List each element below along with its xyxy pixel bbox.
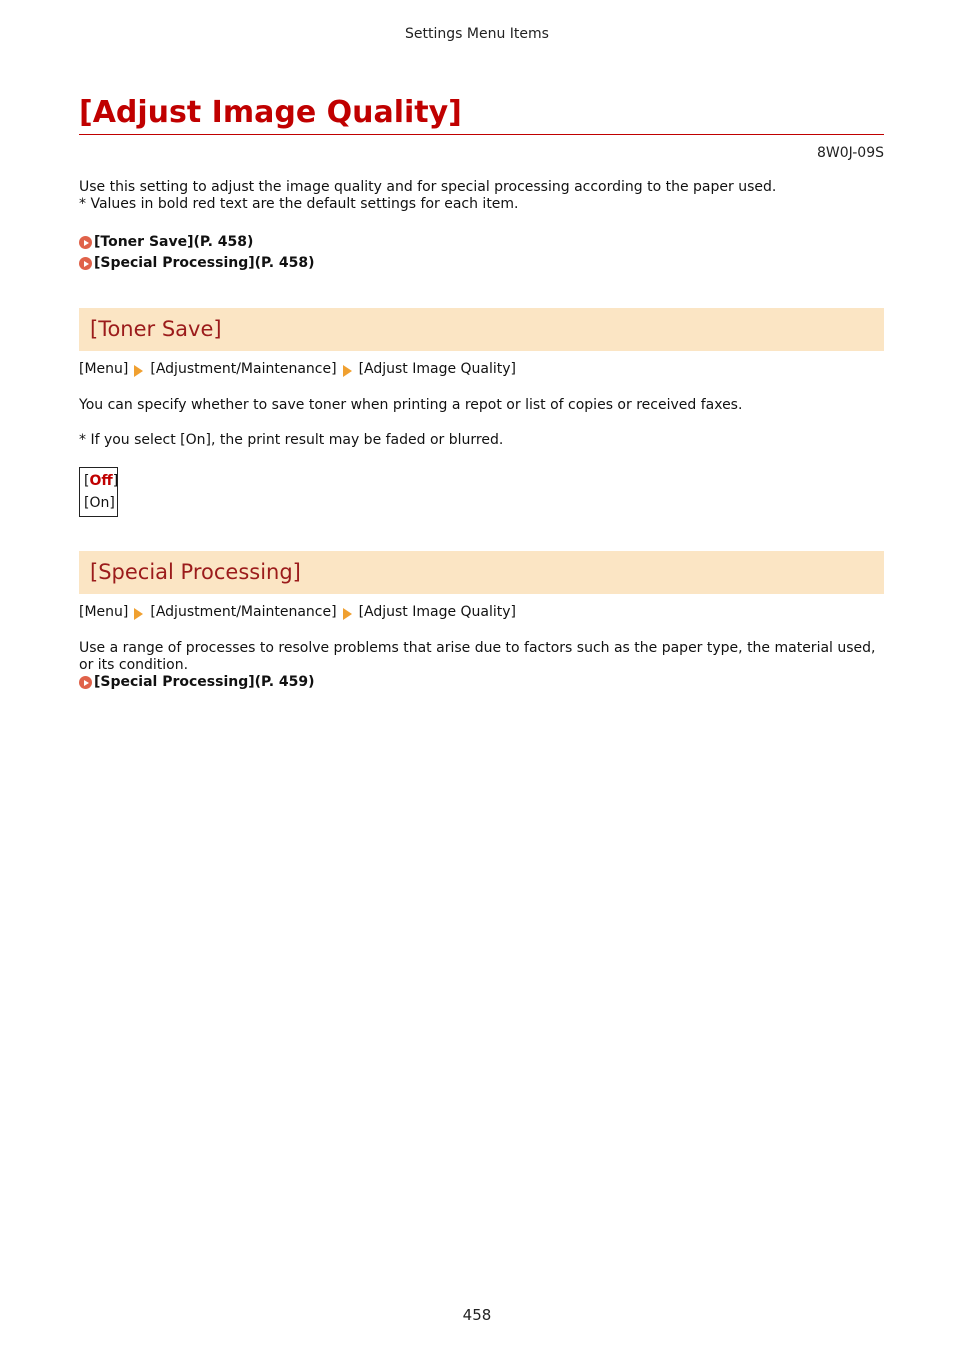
- breadcrumb: [79, 604, 516, 621]
- breadcrumb-arrow-icon: [134, 608, 143, 620]
- default-note: * Values in bold red text are the default settings for each item.: [79, 196, 519, 212]
- document-id: 8W0J-09S: [816, 145, 884, 161]
- breadcrumb-arrow-icon: [343, 365, 352, 377]
- toc-link-toner-save[interactable]: [79, 234, 253, 251]
- toc-link-label: [Toner Save](P. 458): [94, 234, 254, 250]
- page-title: [Adjust Image Quality]: [79, 95, 462, 130]
- section-header-special-processing: [79, 551, 884, 594]
- breadcrumb: [79, 361, 516, 378]
- page-number: 458: [462, 1306, 492, 1324]
- link-special-processing[interactable]: [79, 674, 315, 691]
- breadcrumb-arrow-icon: [343, 608, 352, 620]
- page-title-block: [79, 94, 884, 135]
- breadcrumb-item: [Adjustment/Maintenance]: [150, 604, 337, 620]
- breadcrumb-item: [Menu]: [79, 361, 129, 377]
- section-note: * If you select [On], the print result may be faded or blurred.: [79, 432, 504, 448]
- default-value: Off: [89, 473, 113, 489]
- section-heading: [Special Processing]: [90, 560, 301, 584]
- link-arrow-icon: [79, 236, 92, 249]
- link-label: [Special Processing](P. 459): [94, 674, 315, 690]
- option-on: [On]: [84, 495, 115, 511]
- link-arrow-icon: [79, 257, 92, 270]
- toc-link-label: [Special Processing](P. 458): [94, 255, 315, 271]
- breadcrumb-item: [Menu]: [79, 604, 129, 620]
- section-description: Use a range of processes to resolve problems that arise due to factors such as the paper type, the material used, or its condition.: [79, 640, 876, 673]
- toc-link-special-processing[interactable]: [79, 255, 315, 272]
- breadcrumb-item: [Adjust Image Quality]: [358, 361, 517, 377]
- option-default: [Off]: [84, 473, 119, 489]
- section-description: You can specify whether to save toner when printing a repot or list of copies or received faxes.: [79, 397, 743, 413]
- intro-text: Use this setting to adjust the image quality and for special processing according to the paper used.: [79, 179, 777, 195]
- running-header: Settings Menu Items: [405, 26, 549, 42]
- breadcrumb-item: [Adjust Image Quality]: [358, 604, 517, 620]
- link-arrow-icon: [79, 676, 92, 689]
- section-heading: [Toner Save]: [90, 317, 222, 341]
- breadcrumb-arrow-icon: [134, 365, 143, 377]
- options-box: [79, 467, 118, 517]
- breadcrumb-item: [Adjustment/Maintenance]: [150, 361, 337, 377]
- section-header-toner-save: [79, 308, 884, 351]
